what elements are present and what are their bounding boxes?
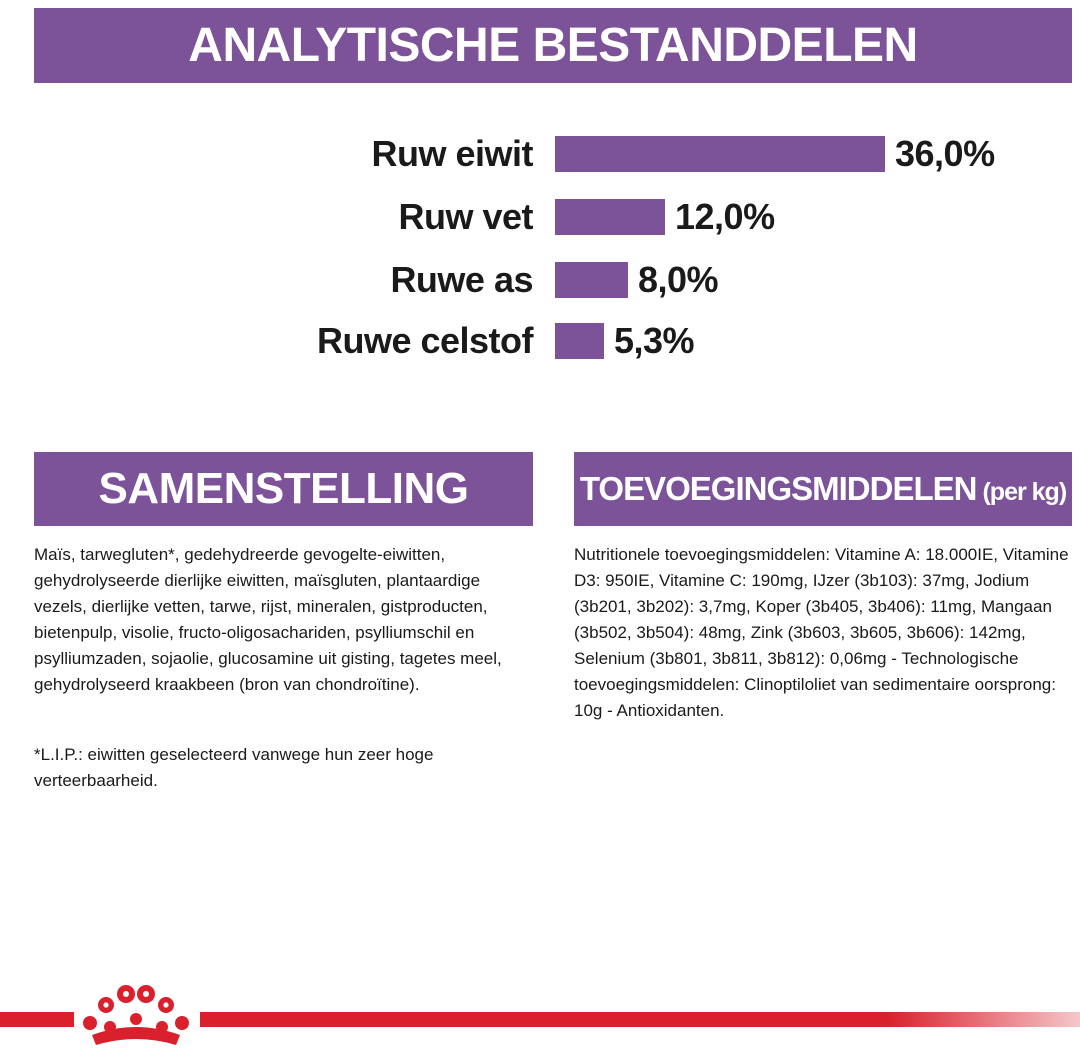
bar xyxy=(555,323,604,359)
analytic-title: ANALYTISCHE BESTANDDELEN xyxy=(188,19,918,72)
bar-row xyxy=(0,133,1080,174)
bar-label: Ruwe celstof xyxy=(316,320,533,361)
bar xyxy=(555,262,628,298)
bar-label: Ruw eiwit xyxy=(371,133,533,174)
bar xyxy=(555,199,665,235)
analytic-banner xyxy=(34,8,1072,83)
additives-title: TOEVOEGINGSMIDDELEN xyxy=(579,470,977,507)
bar-label: Ruw vet xyxy=(398,196,533,237)
additives-title-suffix: (per kg) xyxy=(982,477,1067,506)
bar xyxy=(555,136,885,172)
composition-title: SAMENSTELLING xyxy=(98,464,469,513)
composition-text: Maïs, tarwegluten*, gedehydreerde gevogelte-eiwitten, gehydrolyseerde dierlijke eiwitten, maïsgluten, plantaardige vezels, dierlijke vetten, tarwe, rijst, mineralen, gistproducten, bietenpulp, visolie, fructo-oligosachariden, psylliumschil en psylliumzaden, sojaolie, glucosamine uit gisting, tagetes meel, gehydrolyseerd kraakbeen (bron van chondroïtine). xyxy=(34,545,502,694)
royal-canin-crown-icon xyxy=(76,983,196,1049)
bar-row xyxy=(0,259,1080,300)
composition-banner xyxy=(34,452,533,526)
additives-text: Nutritionele toevoegingsmiddelen: Vitamine A: 18.000IE, Vitamine D3: 950IE, Vitamine C: 190mg, IJzer (3b103): 37mg, Jodium (3b201, 3b202): 3,7mg, Koper (3b405, 3b406): 11mg, Mangaan (3b502, 3b504): 48mg, Zink (3b603, 3b605, 3b606): 142mg, Selenium (3b801, 3b811, 3b812): 0,06mg - Technologische toevoegingsmiddelen: Clinoptiloliet van sedimentaire oorsprong: 10g - Antioxidanten. xyxy=(574,545,1069,720)
bar-value: 36,0% xyxy=(895,133,995,174)
bar-value: 5,3% xyxy=(614,320,695,361)
bar-row xyxy=(0,196,1080,237)
bar-row xyxy=(0,320,1080,361)
additives-banner xyxy=(574,452,1072,526)
footer-line-right xyxy=(200,1012,1080,1027)
composition-note: *L.I.P.: eiwitten geselecteerd vanwege hun zeer hoge verteerbaarheid. xyxy=(34,745,434,790)
bar-value: 8,0% xyxy=(638,259,719,300)
bar-value: 12,0% xyxy=(675,196,775,237)
footer-line-left xyxy=(0,1012,74,1027)
bar-label: Ruwe as xyxy=(390,259,533,300)
